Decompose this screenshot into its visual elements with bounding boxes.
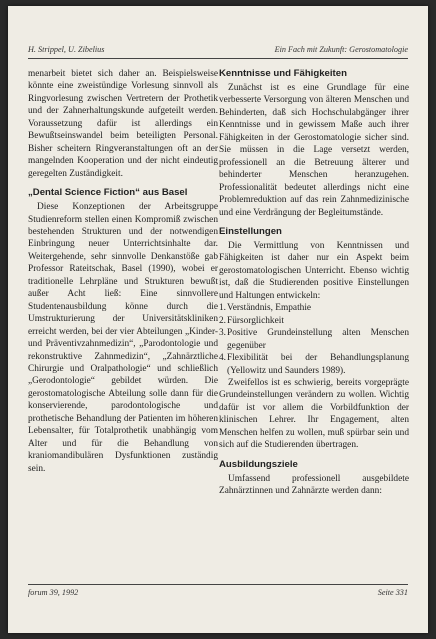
left-paragraph-1: menarbeit bietet sich daher an. Beispielsweise könnte eine zweistündige Vorlesung sinnvoll als Ringvorlesung zwischen Vertretern der Prothetik und der Zahnerhaltungskunde aufgeteilt werden. Voraussetzung dafür ist allerdings ein Bewußtseinswandel beim beteiligten Personal. Bisher scheitern Ringveranstaltungen oft an der mangelnden Kooperation und der nicht eindeutig geregelten Zuständigkeit. <box>28 69 218 179</box>
list-item: 1. Verständnis, Empathie <box>219 303 312 314</box>
right-paragraph-2: Die Vermittlung von Kenntnissen und Fähigkeiten ist daher nur ein Aspekt beim gerostomatologischen Unterricht. Ebenso wichtig ist, daß die Studierenden positive Einstellungen und Haltungen entwickeln: <box>219 240 409 301</box>
list-item: 3. Positive Grundeinstellung alten Menschen gegenüber <box>219 328 409 351</box>
right-column <box>219 68 409 498</box>
left-column <box>28 68 218 475</box>
list-item: 2. Fürsorglichkeit <box>219 315 284 326</box>
journal-page <box>8 6 428 633</box>
right-paragraph-4: Umfassend professionell ausgebildete Zahnärztinnen und Zahnärzte werden dann: <box>219 473 409 497</box>
list-item: 4. Flexibilität bei der Behandlungsplanung (Yellowitz und Saunders 1989). <box>219 353 409 376</box>
section-heading-einstellungen: Einstellungen <box>219 225 282 237</box>
attitudes-list <box>219 302 409 377</box>
left-paragraph-2: Diese Konzeptionen der Arbeitsgruppe Studienreform stellen einen Kompromiß zwischen bestehenden Strukturen und der notwendigen Einbringung neuer Unterrichtsinhalte dar. Weitergehende, sehr sinnvolle Denkanstöße gab Professor Rateitschak, Basel (1990), wobei er traditionelle Lehrpläne und Strukturen bewußt außer Acht ließ: Eine sinnvollere Studentenausbildung könne durch die Umstrukturierung der Universitätskliniken erreicht werden, bei der vier Abteilungen „Kinder- und Präventivzahnmedizin“, „Parodontologie und rekonstruktive Zahnmedizin“, „Zahnärztliche Chirurgie und Oralpathologie“ und schließlich „Gerodontologie“ gebildet würden. Die gerostomatologische Abteilung solle dann für die konservierende, parodontologische und prothetische Behandlung der Patienten im höheren Lebensalter, für Totalprothetik unabhängig vom Alter und für die Behandlung von kraniomandibulären Dysfunktionen zuständig sein. <box>28 202 218 474</box>
footer-journal: forum 39, 1992 <box>28 588 79 597</box>
running-header <box>28 40 408 54</box>
footer-rule <box>28 584 408 585</box>
header-rule <box>28 58 408 59</box>
right-paragraph-1: Zunächst ist es eine Grundlage für eine verbesserte Versorgung von älteren Menschen und Behinderten, daß sich Hochschulabgänger ihrer Kenntnisse und in gewissem Maße auch ihrer Fähigkeiten in der Gerostomatologie sicher sind. Sie müssen in die Lage versetzt werden, professionell an die Betreuung älterer und behinderter Menschen heranzugehen. Professionalität bedeutet allerdings nicht eine Problemreduktion auf das rein Zahnmedizinische und eine Verdrängung der Begleitumstände. <box>219 83 409 218</box>
footer-page-number: Seite 331 <box>377 588 408 597</box>
right-paragraph-3: Zweifellos ist es schwierig, bereits vorgeprägte Grundeinstellungen verändern zu wollen. Wichtig dafür ist vor allem die Vorbildfunktion der klinischen Lehrer. Ihr Engagement, alten Menschen helfen zu wollen, muß spürbar sein und sich auf die Studierenden übertragen. <box>219 377 409 451</box>
header-authors: H. Strippel, U. Zibelius <box>28 45 105 54</box>
header-running-title: Ein Fach mit Zukunft: Gerostomatologie <box>274 45 408 54</box>
section-heading-kenntnisse: Kenntnisse und Fähigkeiten <box>219 68 347 79</box>
section-heading-basel: „Dental Science Fiction“ aus Basel <box>28 187 188 199</box>
running-footer <box>28 588 408 597</box>
section-heading-ausbildungsziele: Ausbildungsziele <box>219 458 298 470</box>
